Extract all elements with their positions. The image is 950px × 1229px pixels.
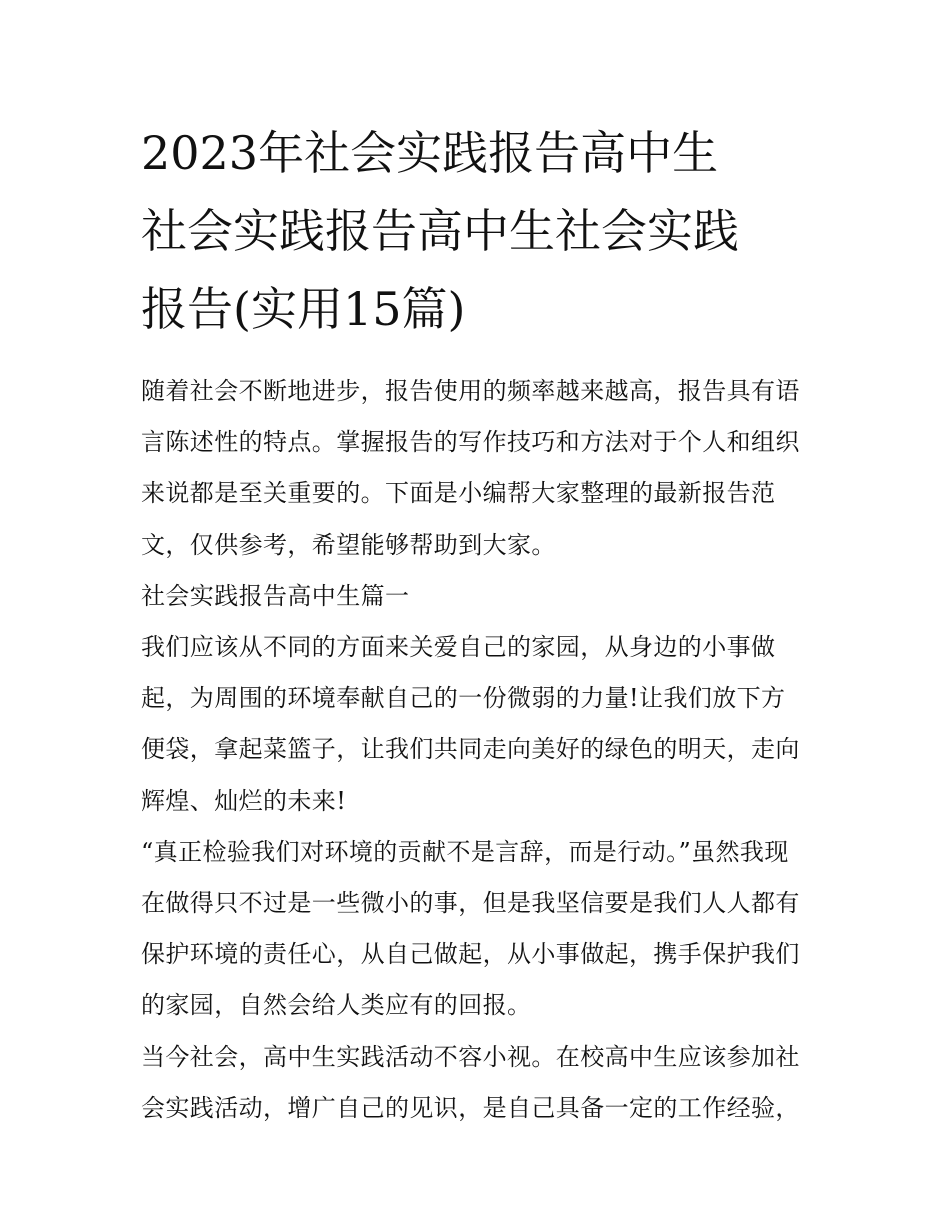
body-line: 辉煌、灿烂的未来! [141,786,347,815]
body-line: 文，仅供参考，希望能够帮助到大家。 [141,530,556,559]
body-line: 会实践活动，增广自己的见识，是自己具备一定的工作经验， [141,1093,800,1122]
body-line: 来说都是至关重要的。下面是小编帮大家整理的最新报告范 [141,479,776,508]
body-line: 我们应该从不同的方面来关爱自己的家园，从身边的小事做 [141,633,776,662]
title-line: 社会实践报告高中生社会实践 [141,204,739,258]
body-line: 保护环境的责任心，从自己做起，从小事做起，携手保护我们 [141,940,800,969]
section-heading: 社会实践报告高中生篇一 [141,581,410,610]
document-content [141,114,813,1134]
body-line: 便袋，拿起菜篮子，让我们共同走向美好的绿色的明天，走向 [141,735,800,764]
body-line: “真正检验我们对环境的贡献不是言辞，而是行动。”虽然我现 [141,837,789,866]
body-line: 随着社会不断地进步，报告使用的频率越来越高，报告具有语 [141,377,800,405]
title-line: 报告(实用15篇) [141,282,466,336]
body-line: 起，为周围的环境奉献自己的一份微弱的力量!让我们放下方 [141,684,786,713]
title-line: 2023年社会实践报告高中生 [141,126,719,180]
document-title [141,114,813,348]
body-line: 当今社会，高中生实践活动不容小视。在校高中生应该参加社 [141,1042,800,1071]
body-line: 的家园，自然会给人类应有的回报。 [141,991,532,1020]
document-body [141,366,813,1134]
body-line: 在做得只不过是一些微小的事，但是我坚信要是我们人人都有 [141,889,800,918]
body-line: 言陈述性的特点。掌握报告的写作技巧和方法对于个人和组织 [141,428,800,457]
